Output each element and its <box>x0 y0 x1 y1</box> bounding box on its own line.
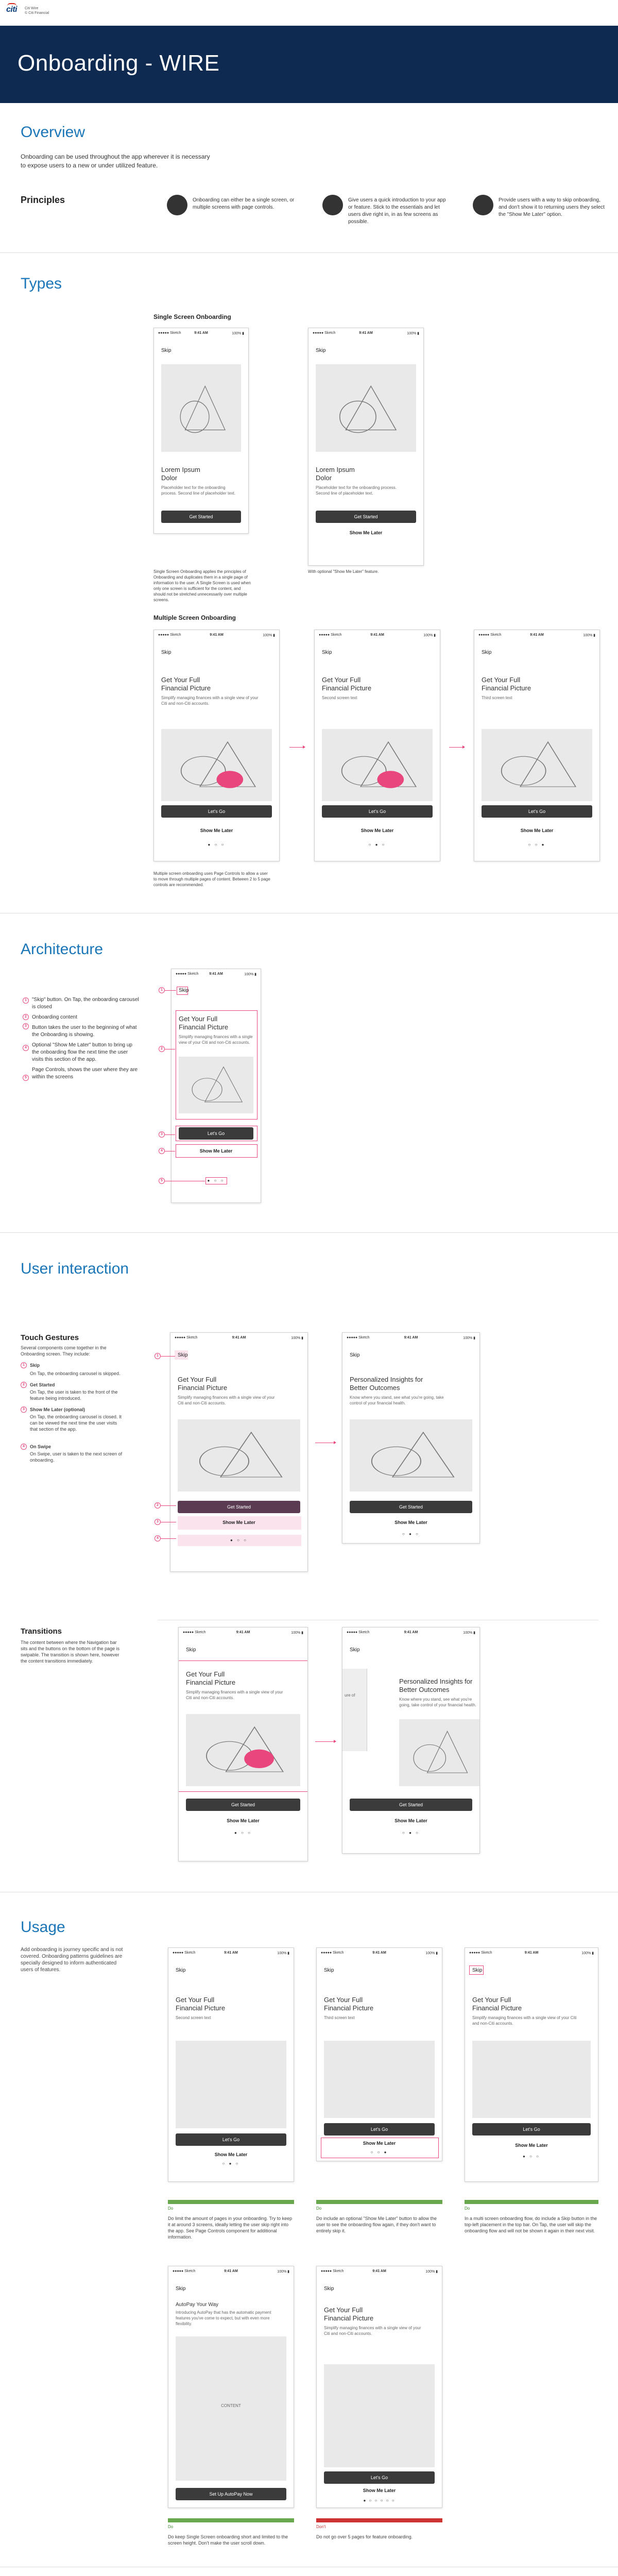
onboarding-subtitle: Simplify managing finances with a single view of your Citi and non-Citi accounts. <box>161 696 259 706</box>
onboarding-subtitle: Simplify managing finances with a single view of your Citi and non-Citi accounts. <box>324 2326 421 2336</box>
image-placeholder <box>482 729 592 801</box>
lets-go-button[interactable]: Let's Go <box>324 2471 435 2484</box>
architecture-item: "Skip" button. On Tap, the onboarding carousel is closed <box>32 997 139 1010</box>
meta-line: Citi Wire <box>25 7 39 10</box>
gesture-title: Get Started <box>30 1382 55 1387</box>
battery: 100% ▮ <box>463 1336 475 1340</box>
phone-mockup <box>153 630 280 861</box>
onboarding-title: Lorem Ipsum <box>316 466 355 473</box>
skip-button[interactable]: Skip <box>472 1968 483 1973</box>
carrier: ●●●●● Sketch <box>478 633 502 637</box>
skip-button[interactable]: Skip <box>322 650 332 655</box>
carrier: ●●●●● Sketch <box>321 1951 344 1955</box>
principle-text: Provide users with a way to skip onboarding, and don't show it to returning users they select the "Show Me Later" option. <box>499 197 605 217</box>
usage-intro: Add onboarding is journey specific and is not covered. Onboarding patterns guidelines are specially designed to inform authenticated users of features. <box>21 1947 123 1973</box>
status-bar <box>183 1631 303 1636</box>
status-bar <box>321 2269 438 2275</box>
status-bar <box>319 633 436 638</box>
arrow-right-icon <box>449 747 465 748</box>
callout-line <box>161 1538 176 1539</box>
onboarding-subtitle: Know where you stand, see what you're going, take control of your financial health. <box>350 1395 444 1405</box>
carrier: ●●●●● Sketch <box>176 972 199 976</box>
get-started-button[interactable]: Get Started <box>316 511 416 523</box>
onboarding-title: Get Your Full <box>322 676 361 684</box>
onboarding-title-line2: Financial Picture <box>324 2314 374 2322</box>
user-interaction-heading: User interaction <box>21 1260 129 1277</box>
shapes-placeholder-icon <box>178 1419 300 1492</box>
show-me-later-button[interactable]: Show Me Later <box>520 828 554 833</box>
get-started-button[interactable]: Get Started <box>350 1501 472 1513</box>
swipe-area-bottom-line <box>179 1791 308 1792</box>
battery: 100% ▮ <box>291 1631 303 1635</box>
time: 9:41 AM <box>232 1336 246 1340</box>
onboarding-title-line2: Dolor <box>161 474 178 482</box>
onboarding-subtitle: Placeholder text for the onboarding process. Second line of placeholder text. <box>161 485 236 496</box>
skip-button[interactable]: Skip <box>176 2286 186 2292</box>
onboarding-subtitle: Second screen text <box>322 696 357 700</box>
page-controls[interactable]: ○ ● ○ <box>222 2161 240 2166</box>
onboarding-title: Get Your Full <box>324 1996 363 2004</box>
page-title: Onboarding - WIRE <box>18 50 220 76</box>
usage-note: Do limit the amount of pages in your onboarding. Try to keep it at around 3 screens, ideally letting the user skip right into the app. See Page Controls component for additional information. <box>168 2216 293 2240</box>
architecture-item: Onboarding content <box>32 1014 77 1020</box>
phone-mockup <box>171 969 261 1203</box>
shapes-placeholder-icon <box>399 1719 479 1786</box>
content-placeholder <box>176 2336 286 2481</box>
battery: 100% ▮ <box>277 2270 289 2274</box>
time: 9:41 AM <box>359 331 373 335</box>
phone-mockup <box>168 1947 294 2182</box>
callout-number: 4 <box>23 1045 29 1051</box>
battery: 100% ▮ <box>463 1631 475 1635</box>
show-me-later-button[interactable]: Show Me Later <box>214 2152 248 2157</box>
touch-gestures-intro: Several components come together in the Onboarding screen. They include: <box>21 1345 107 1357</box>
principle-bullet-icon <box>473 195 493 215</box>
phone-mockup <box>168 2266 294 2508</box>
show-me-later-button[interactable]: Show Me Later <box>199 1148 233 1154</box>
previous-slide-sliver <box>342 1669 367 1751</box>
callout-line <box>161 1356 175 1357</box>
do-bar <box>168 2518 294 2522</box>
do-label: Do <box>316 2206 322 2211</box>
image-placeholder <box>322 729 433 801</box>
onboarding-title-line2: Financial Picture <box>176 2004 226 2012</box>
battery: 100% ▮ <box>423 634 436 637</box>
onboarding-title-line2: Better Outcomes <box>399 1686 450 1693</box>
principle-bullet-icon <box>322 195 343 215</box>
battery: 100% ▮ <box>232 332 244 335</box>
status-bar <box>175 1336 303 1341</box>
get-started-button[interactable]: Get Started <box>178 1501 300 1513</box>
page-controls[interactable]: ● ○ ○ <box>208 842 226 847</box>
onboarding-title: Get Your Full <box>324 2306 363 2314</box>
carrier: ●●●●● Sketch <box>469 1951 492 1955</box>
status-bar <box>321 1951 438 1956</box>
onboarding-title-line2: Financial Picture <box>482 684 531 692</box>
status-bar <box>347 1336 475 1341</box>
usage-note: Do not go over 5 pages for feature onboarding. <box>316 2534 413 2539</box>
dont-label: Don't <box>316 2524 326 2529</box>
skip-button[interactable]: Skip <box>316 348 326 353</box>
overview-text: Onboarding can be used throughout the app wherever it is necessary to expose users to a new or under utilized feature. <box>21 153 210 169</box>
architecture-heading: Architecture <box>21 941 104 958</box>
onboarding-title-line2: Financial Picture <box>472 2004 522 2012</box>
battery: 100% ▮ <box>583 634 595 637</box>
do-bar <box>168 2200 294 2204</box>
onboarding-title-line2: Financial Picture <box>161 684 211 692</box>
overview-heading: Overview <box>21 124 85 141</box>
single-screen-caption: Single Screen Onboarding applies the principles of Onboarding and duplicates them in a single page of information to the user. A Single Screen is used when only one screen is sufficient for the content, and should not be stretched unnecessarily over multiple screens. <box>153 569 251 602</box>
skip-button[interactable]: Skip <box>324 1968 334 1973</box>
carrier: ●●●●● Sketch <box>158 633 181 637</box>
onboarding-subtitle: Know where you stand, see what you're going, take control of your financial health. <box>399 1697 476 1707</box>
skip-button[interactable]: Skip <box>350 1647 360 1653</box>
status-bar <box>158 331 244 336</box>
show-me-later-button[interactable]: Show Me Later <box>394 1520 427 1525</box>
callout-number: 1 <box>154 1353 161 1359</box>
callout-line <box>161 1505 176 1506</box>
do-bar <box>316 2200 442 2204</box>
phone-mockup <box>474 630 600 861</box>
page-controls[interactable]: ● ○ ○ <box>234 1831 252 1835</box>
time: 9:41 AM <box>524 1951 539 1955</box>
callout-number: 5 <box>159 1178 165 1184</box>
time: 9:41 AM <box>194 331 208 335</box>
phone-mockup <box>178 1627 308 1861</box>
carrier: ●●●●● Sketch <box>319 633 342 637</box>
autopay-subtitle: Introducing AutoPay that has the automatic payment features you've come to expect, but with even more flexibility. <box>176 2310 271 2326</box>
hero-banner <box>0 26 618 103</box>
battery: 100% ▮ <box>263 634 275 637</box>
page-controls[interactable]: ○ ● ○ <box>368 842 386 847</box>
phone-mockup <box>153 328 249 534</box>
status-bar <box>173 2269 289 2275</box>
carrier: ●●●●● Sketch <box>158 331 181 335</box>
status-bar <box>469 1951 594 1956</box>
callout-number: 2 <box>23 1014 29 1020</box>
onboarding-subtitle: Third screen text <box>482 696 512 700</box>
callout-number: 3 <box>159 1131 165 1138</box>
status-bar <box>313 331 419 336</box>
battery: 100% ▮ <box>425 1952 438 1955</box>
shapes-placeholder-icon <box>161 729 272 801</box>
previous-slide-text: ure of <box>345 1693 355 1698</box>
page-controls[interactable]: ○ ● ○ <box>402 1831 420 1835</box>
onboarding-subtitle: Placeholder text for the onboarding process. Second line of placeholder text. <box>316 485 397 496</box>
onboarding-title-line2: Financial Picture <box>179 1023 229 1031</box>
lets-go-button[interactable]: Let's Go <box>324 2123 435 2136</box>
setup-autopay-button[interactable]: Set Up AutoPay Now <box>176 2488 286 2500</box>
page-controls[interactable]: ● ○ ○ <box>230 1538 248 1543</box>
gesture-title: Skip <box>30 1363 40 1368</box>
image-placeholder <box>161 729 272 801</box>
lets-go-button[interactable]: Let's Go <box>482 805 592 818</box>
skip-button[interactable]: Skip <box>179 988 189 993</box>
onboarding-title: Get Your Full <box>186 1670 225 1678</box>
phone-mockup <box>316 1947 442 2161</box>
skip-button[interactable]: Skip <box>178 1352 188 1358</box>
callout-number: 1 <box>159 987 165 993</box>
lets-go-button[interactable]: Let's Go <box>161 805 272 818</box>
onboarding-title: Personalized Insights for <box>399 1677 473 1685</box>
image-placeholder <box>161 364 241 452</box>
do-label: Do <box>168 2206 174 2211</box>
architecture-item: Button takes the user to the beginning of what the Onboarding is showing. <box>32 1025 137 1038</box>
phone-mockup <box>314 630 440 861</box>
battery: 100% ▮ <box>277 1952 289 1955</box>
lets-go-button[interactable]: Let's Go <box>179 1127 253 1140</box>
time: 9:41 AM <box>404 1631 418 1634</box>
do-label: Do <box>465 2206 470 2211</box>
page-controls[interactable]: ○ ○ ● <box>370 2150 388 2155</box>
onboarding-title: Get Your Full <box>472 1996 511 2004</box>
onboarding-subtitle: Simplify managing finances with a single view of your Citi and non-Citi accounts. <box>179 1035 253 1045</box>
shapes-placeholder-icon <box>179 1057 253 1113</box>
image-placeholder <box>186 1714 300 1786</box>
time: 9:41 AM <box>209 972 223 976</box>
show-me-later-button[interactable]: Show Me Later <box>222 1520 255 1525</box>
single-screen-heading: Single Screen Onboarding <box>153 313 231 320</box>
shapes-placeholder-icon <box>322 729 433 801</box>
carrier: ●●●●● Sketch <box>313 331 336 335</box>
onboarding-title-line2: Dolor <box>316 474 332 482</box>
show-me-later-button[interactable]: Show Me Later <box>515 2143 548 2148</box>
callout-number: 4 <box>159 1148 165 1154</box>
onboarding-subtitle: Third screen text <box>324 2015 355 2020</box>
phone-mockup <box>342 1627 480 1854</box>
onboarding-subtitle: Second screen text <box>176 2015 211 2020</box>
phone-mockup <box>316 2266 442 2508</box>
image-placeholder <box>316 364 416 452</box>
callout-number: 3 <box>21 1406 27 1413</box>
onboarding-subtitle: Simplify managing finances with a single view of your Citi and non-Citi accounts. <box>178 1395 275 1405</box>
onboarding-title: Lorem Ipsum <box>161 466 200 473</box>
callout-number: 4 <box>21 1444 27 1450</box>
shapes-placeholder-icon <box>350 1419 472 1492</box>
show-me-later-button[interactable]: Show Me Later <box>349 530 383 535</box>
gesture-text: On Swipe, user is taken to the next screen of onboarding. <box>30 1451 123 1463</box>
onboarding-title: Personalized Insights for <box>350 1376 423 1383</box>
image-placeholder <box>178 1419 300 1492</box>
multiple-screen-caption: Multiple screen onboarding uses Page Controls to allow a user to move through multiple pages of content. Between 2 to 5 page controls are recommended. <box>153 871 270 887</box>
show-me-later-caption: With optional "Show Me Later" feature. <box>308 569 379 574</box>
principle-text: Give users a quick introduction to your app or feature. Stick to the essentials and let users dive right in, in as few screens as possible. <box>348 197 446 225</box>
lets-go-button[interactable]: Let's Go <box>472 2123 591 2136</box>
callout-number: 2 <box>154 1502 161 1509</box>
phone-mockup <box>170 1332 308 1572</box>
show-me-later-button[interactable]: Show Me Later <box>394 1818 427 1823</box>
image-placeholder <box>399 1719 479 1786</box>
skip-button[interactable]: Skip <box>161 348 171 353</box>
principle-text: Onboarding can either be a single screen, or multiple screens with page controls. <box>193 197 295 210</box>
show-me-later-button[interactable]: Show Me Later <box>363 2141 396 2146</box>
page-controls[interactable]: ● ○ ○ <box>207 1178 225 1183</box>
get-started-button[interactable]: Get Started <box>186 1799 300 1811</box>
onboarding-title-line2: Better Outcomes <box>350 1384 400 1392</box>
onboarding-title: Get Your Full <box>176 1996 215 2004</box>
onboarding-title: Get Your Full <box>482 676 521 684</box>
carrier: ●●●●● Sketch <box>347 1336 370 1340</box>
phone-mockup <box>465 1947 598 2182</box>
dont-bar <box>316 2518 442 2522</box>
shapes-placeholder-icon <box>316 364 416 452</box>
swipe-area-top-line <box>179 1660 308 1661</box>
header-meta <box>25 6 49 15</box>
usage-note: Do keep Single Screen onboarding short and limited to the screen height. Don't make the user scroll down. <box>168 2534 288 2546</box>
section-divider <box>0 1232 618 1233</box>
lets-go-button[interactable]: Let's Go <box>176 2133 286 2146</box>
arrow-right-icon <box>289 747 305 748</box>
shapes-placeholder-icon <box>161 364 241 452</box>
lets-go-button[interactable]: Let's Go <box>322 805 433 818</box>
onboarding-title-line2: Financial Picture <box>324 2004 374 2012</box>
show-me-later-button[interactable]: Show Me Later <box>227 1818 260 1823</box>
gesture-title: On Swipe <box>30 1444 52 1449</box>
onboarding-title: Get Your Full <box>161 676 200 684</box>
time: 9:41 AM <box>530 633 544 637</box>
citi-logo[interactable]: citi <box>6 5 18 14</box>
shapes-placeholder-icon <box>186 1714 300 1786</box>
do-label: Do <box>168 2524 174 2529</box>
usage-note: Do include an optional "Show Me Later" button to allow the user to see the onboarding flow again, if they don't want to entirely skip it. <box>316 2216 437 2233</box>
battery: 100% ▮ <box>581 1952 594 1955</box>
onboarding-title: Get Your Full <box>178 1376 217 1383</box>
architecture-list <box>32 996 140 1081</box>
skip-button[interactable]: Skip <box>161 650 171 655</box>
do-bar <box>465 2200 598 2204</box>
onboarding-subtitle: Simplify managing finances with a single view of your Citi and non-Citi accounts. <box>186 1690 283 1700</box>
principles-heading: Principles <box>21 195 65 205</box>
time: 9:41 AM <box>236 1631 250 1634</box>
callout-number: 3 <box>154 1519 161 1525</box>
callout-number: 3 <box>23 1023 29 1029</box>
status-bar <box>158 633 275 638</box>
onboarding-title-line2: Financial Picture <box>186 1679 236 1686</box>
image-placeholder <box>324 2364 435 2467</box>
status-bar <box>176 972 256 977</box>
callout-number: 4 <box>154 1535 161 1541</box>
onboarding-title-line2: Financial Picture <box>178 1384 228 1392</box>
time: 9:41 AM <box>370 633 384 637</box>
transitions-heading: Transitions <box>21 1627 62 1636</box>
touch-gestures-heading: Touch Gestures <box>21 1333 79 1342</box>
status-bar <box>173 1951 289 1956</box>
skip-button[interactable]: Skip <box>324 2286 334 2292</box>
time: 9:41 AM <box>224 1951 238 1955</box>
show-me-later-button[interactable]: Show Me Later <box>363 2488 396 2493</box>
carrier: ●●●●● Sketch <box>173 2269 196 2273</box>
battery: 100% ▮ <box>425 2270 438 2274</box>
time: 9:41 AM <box>372 1951 386 1955</box>
image-placeholder <box>350 1419 472 1492</box>
types-heading: Types <box>21 275 62 292</box>
get-started-button[interactable]: Get Started <box>161 511 241 523</box>
carrier: ●●●●● Sketch <box>173 1951 196 1955</box>
transitions-text: The content between where the Navigation bar sits and the buttons on the bottom of the page is swipable. The transition is shown here, however the content transitions immediately. <box>21 1640 120 1664</box>
skip-button[interactable]: Skip <box>350 1352 360 1358</box>
time: 9:41 AM <box>404 1336 418 1340</box>
top-bar <box>0 0 618 26</box>
principle-bullet-icon <box>167 195 187 215</box>
image-placeholder <box>324 2041 435 2118</box>
gesture-text: On Tap, the onboarding carousel is closed. It can be viewed the next time the user visits that section of the app. <box>30 1414 122 1432</box>
section-divider <box>0 252 618 253</box>
callout-number: 5 <box>23 1075 29 1081</box>
page-controls[interactable]: ● ○ ○ ○ ○ ○ <box>363 2498 396 2503</box>
page-controls[interactable]: ○ ○ ● <box>528 842 546 847</box>
carrier: ●●●●● Sketch <box>321 2269 344 2273</box>
carrier: ●●●●● Sketch <box>183 1631 206 1634</box>
battery: 100% ▮ <box>291 1336 303 1340</box>
carrier: ●●●●● Sketch <box>175 1336 198 1340</box>
image-placeholder <box>179 1057 253 1113</box>
gesture-text: On Tap, the onboarding carousel is skipped. <box>30 1371 121 1376</box>
image-placeholder <box>176 2041 286 2128</box>
gesture-text: On Tap, the user is taken to the front of the feature being introduced. <box>30 1389 118 1401</box>
battery: 100% ▮ <box>244 973 256 976</box>
arrow-right-icon <box>315 1741 336 1742</box>
status-bar <box>478 633 595 638</box>
usage-note: In a multi screen onboarding flow, do include a Skip button in the top-left placement in the top bar. On Tap, the user will skip the onboarding flow and will not be shown it again in their next visit. <box>465 2216 597 2233</box>
callout-line <box>165 1134 175 1135</box>
carrier: ●●●●● Sketch <box>347 1631 370 1634</box>
architecture-item: Optional "Show Me Later" button to bring up the onboarding flow the next time the user visits this section of the app. <box>32 1042 132 1062</box>
image-placeholder <box>472 2041 591 2118</box>
shapes-placeholder-icon <box>482 729 592 801</box>
multiple-screen-heading: Multiple Screen Onboarding <box>153 614 236 621</box>
callout-number: 1 <box>21 1362 27 1368</box>
meta-line: © Citi Financial <box>25 11 49 15</box>
time: 9:41 AM <box>210 633 224 637</box>
onboarding-subtitle: Simplify managing finances with a single view of your Citi and non-Citi accounts. <box>472 2015 577 2026</box>
callout-number: 1 <box>23 997 29 1004</box>
usage-heading: Usage <box>21 1919 65 1936</box>
architecture-item: Page Controls, shows the user where they are within the screens <box>32 1067 138 1080</box>
battery: 100% ▮ <box>407 332 419 335</box>
status-bar <box>347 1631 475 1636</box>
content-label: CONTENT <box>221 2403 241 2408</box>
page-controls[interactable]: ● ○ ○ <box>523 2154 540 2159</box>
get-started-button[interactable]: Get Started <box>350 1799 472 1811</box>
callout-line <box>165 990 176 991</box>
phone-mockup <box>308 328 424 566</box>
gesture-title: Show Me Later (optional) <box>30 1407 85 1412</box>
onboarding-title-line2: Financial Picture <box>322 684 372 692</box>
phone-mockup <box>342 1332 480 1544</box>
onboarding-title: Get Your Full <box>179 1015 218 1023</box>
autopay-title: AutoPay Your Way <box>176 2302 219 2308</box>
show-me-later-button[interactable]: Show Me Later <box>200 828 233 833</box>
time: 9:41 AM <box>372 2269 386 2273</box>
callout-number: 2 <box>21 1382 27 1388</box>
callout-number: 2 <box>159 1046 165 1052</box>
show-me-later-button[interactable]: Show Me Later <box>360 828 394 833</box>
time: 9:41 AM <box>224 2269 238 2273</box>
skip-button[interactable]: Skip <box>482 650 492 655</box>
skip-button[interactable]: Skip <box>176 1968 186 1973</box>
page-controls[interactable]: ○ ● ○ <box>402 1532 420 1536</box>
skip-button[interactable]: Skip <box>186 1647 196 1653</box>
